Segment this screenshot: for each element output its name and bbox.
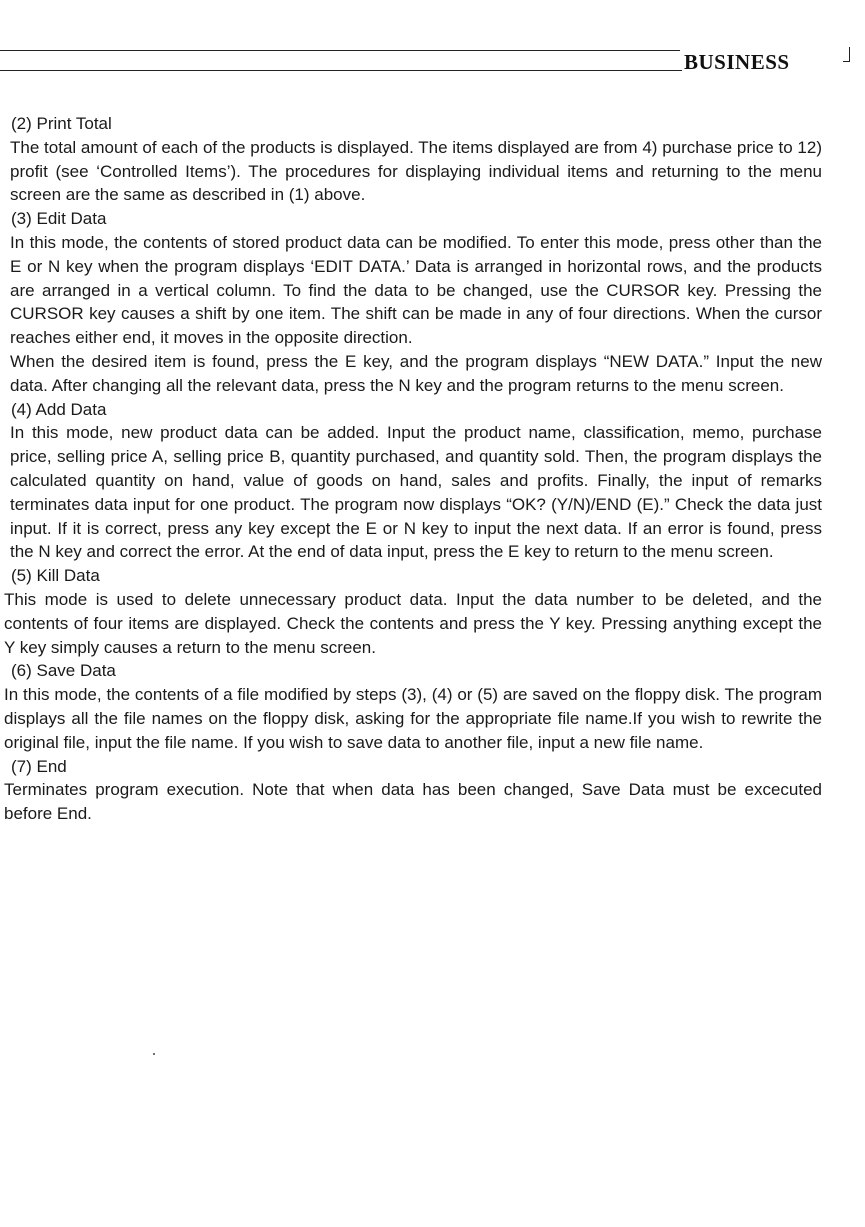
section-paragraph: When the desired item is found, press the E key, and the program displays “NEW DATA.” Input the new data. After changing all the relevant data, press the N key and the program returns to the menu screen. (10, 351, 822, 395)
section-add-data (4, 398, 822, 565)
section-heading: (2) Print Total (11, 114, 112, 133)
section-edit-data (4, 207, 822, 397)
section-paragraph: In this mode, new product data can be added. Input the product name, classification, memo, purchase price, selling price A, selling price B, quantity purchased, and quantity sold. Then, the program displays the calculated quantity on hand, value of goods on hand, sales and profits. Finally, the input of remarks terminates data input for one product. The program now displays “OK? (Y/N)/END (E).” Check the data just input. If it is correct, press any key except the E or N key to input the next data. If an error is found, press the N key and correct the error. At the end of data input, press the E key to return to the menu screen. (10, 423, 822, 562)
section-print-total (4, 112, 822, 207)
section-kill-data (4, 564, 822, 659)
section-heading: (7) End (11, 756, 67, 776)
header-rule-top (0, 50, 680, 51)
section-heading: (5) Kill Data (11, 566, 100, 586)
print-speck (153, 1053, 155, 1055)
section-paragraph: In this mode, the contents of a file modified by steps (3), (4) or (5) are saved on the floppy disk. The program displays all the file names on the floppy disk, asking for the appropriate file name.If you wish to rewrite the original file, input the file name. If you wish to save data to another file, input a new file name. (4, 685, 822, 752)
section-heading: (4) Add Data (11, 399, 107, 419)
document-body (4, 112, 822, 826)
header-corner-mark (843, 47, 850, 62)
section-save-data (4, 659, 822, 754)
section-paragraph: In this mode, the contents of stored product data can be modified. To enter this mode, press other than the E or N key when the program displays ‘EDIT DATA.’ Data is arranged in horizontal rows, and the products are arranged in a vertical column. To find the data to be changed, use the CURSOR key. Pressing the CURSOR key causes a shift by one item. The shift can be made in any of four directions. When the cursor reaches either end, it moves in the opposite direction. (10, 232, 822, 348)
header-rule-bottom (0, 70, 682, 71)
section-end (4, 755, 822, 826)
section-paragraph: The total amount of each of the products is displayed. The items displayed are from 4) purchase price to 12) profit (see ‘Controlled Items’). The procedures for displaying individual items and returning to the menu screen are the same as described in (1) above. (10, 137, 822, 205)
section-header-title: BUSINESS (684, 50, 790, 74)
section-heading: (3) Edit Data (11, 209, 107, 229)
section-heading: (6) Save Data (11, 661, 116, 681)
section-paragraph: This mode is used to delete unnecessary product data. Input the data number to be deleted, and the contents of four items are displayed. Check the contents and press the Y key. Pressing anything except the Y key simply causes a return to the menu screen. (4, 589, 822, 657)
section-paragraph: Terminates program execution. Note that when data has been changed, Save Data must be excecuted before End. (4, 780, 822, 824)
